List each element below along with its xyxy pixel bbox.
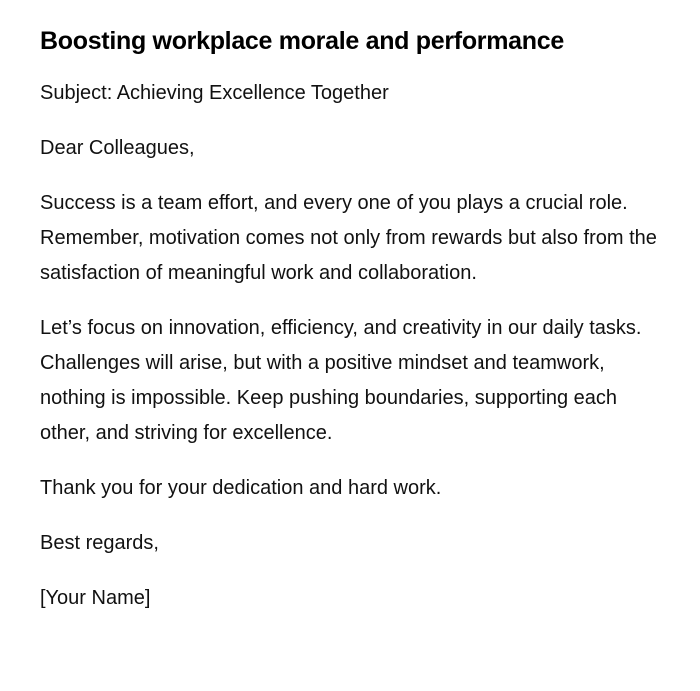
subject-line: Subject: Achieving Excellence Together (40, 82, 389, 104)
salutation: Dear Colleagues, (40, 137, 195, 159)
closing-line: Best regards, (40, 532, 159, 554)
thank-you-line: Thank you for your dedication and hard work. (40, 477, 442, 499)
body-paragraph: Success is a team effort, and every one of you plays a crucial role. Remember, motivation comes not only from rewards but also from the satisfaction of meaningful work and collaboration. (40, 192, 657, 284)
signature-placeholder: [Your Name] (40, 587, 151, 609)
page-title: Boosting workplace morale and performance (40, 27, 564, 55)
body-paragraph: Let’s focus on innovation, efficiency, and creativity in our daily tasks. Challenges will arise, but with a positive mindset and teamwork, nothing is impossible. Keep pushing boundaries, supporting each other, and striving for excellence. (40, 317, 642, 444)
